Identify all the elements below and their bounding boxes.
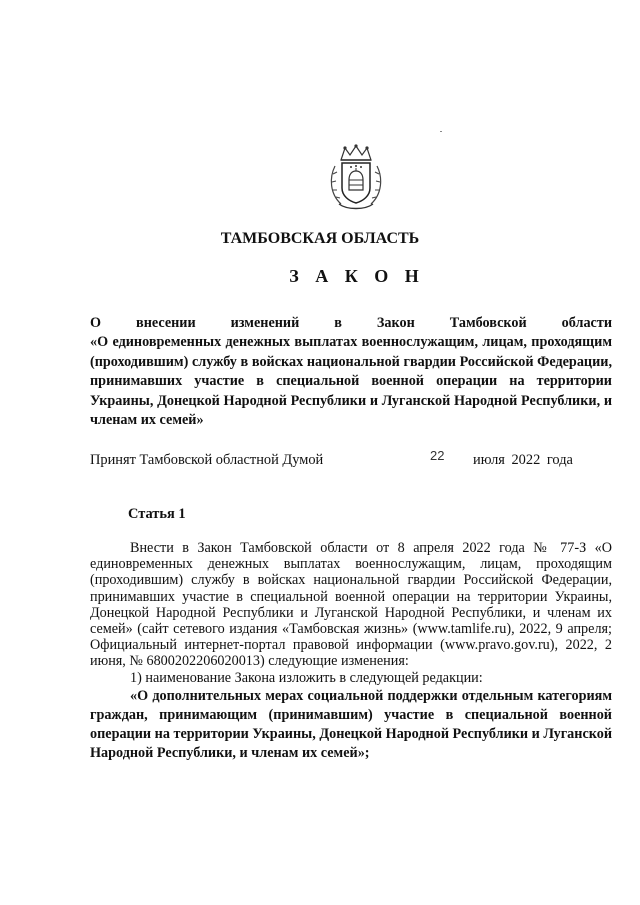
law-subject-title: [90, 314, 612, 430]
article-body: [90, 540, 612, 764]
new-law-name: «О дополнительных мерах социальной поддержки отдельным категориям граждан, принимающим (принимавшим) участие в специальной военной операции на территории Украины, Донецкой Народной Республики и Луганской Народной Республики, и членам их семей»;: [90, 687, 612, 762]
amendment-item-1: 1) наименование Закона изложить в следующей редакции:: [130, 669, 483, 686]
adoption-month-year: июля 2022 года: [473, 452, 573, 468]
subject-rest: «О единовременных денежных выплатах военнослужащим, лицам, проходящим (проходившим) службу в войсках национальной гвардии Российской Федерации, принимавших участие в специальной военной операции на территории Украины, Донецкой Народной Республики и Луганской Народной Республики, и членам их семей»: [90, 334, 612, 429]
region-name: ТАМБОВСКАЯ ОБЛАСТЬ: [220, 230, 420, 247]
adoption-text: Принят Тамбовской областной Думой: [90, 452, 324, 468]
document-type-title: З А К О Н: [289, 266, 425, 286]
adoption-day: 22: [430, 448, 445, 463]
adoption-line: [90, 448, 612, 472]
article-heading: Статья 1: [128, 506, 186, 522]
subject-line-1: О внесении изменений в Закон Тамбовской области: [90, 315, 612, 331]
tambov-coat-of-arms-emblem: [327, 144, 385, 212]
article-paragraph: Внести в Закон Тамбовской области от 8 апреля 2022 года № 77-З «О единовременных денежных выплатах военнослужащим, лицам, проходящим (проходившим) службу в войсках национальной гвардии Российской Федерации, принимавших участие в специальной военной операции на территории Украины, Донецкой Народной Республики и Луганской Народной Республики, и членам их семей» (сайт сетевого издания «Тамбовская жизнь» (www.tamlife.ru), 2022, 9 апреля; Официальный интернет-портал правовой информации (www.pravo.gov.ru), 2022, 2 июня, № 6800202206020013) следующие изменения:: [90, 540, 612, 670]
scan-speck: [440, 131, 442, 132]
